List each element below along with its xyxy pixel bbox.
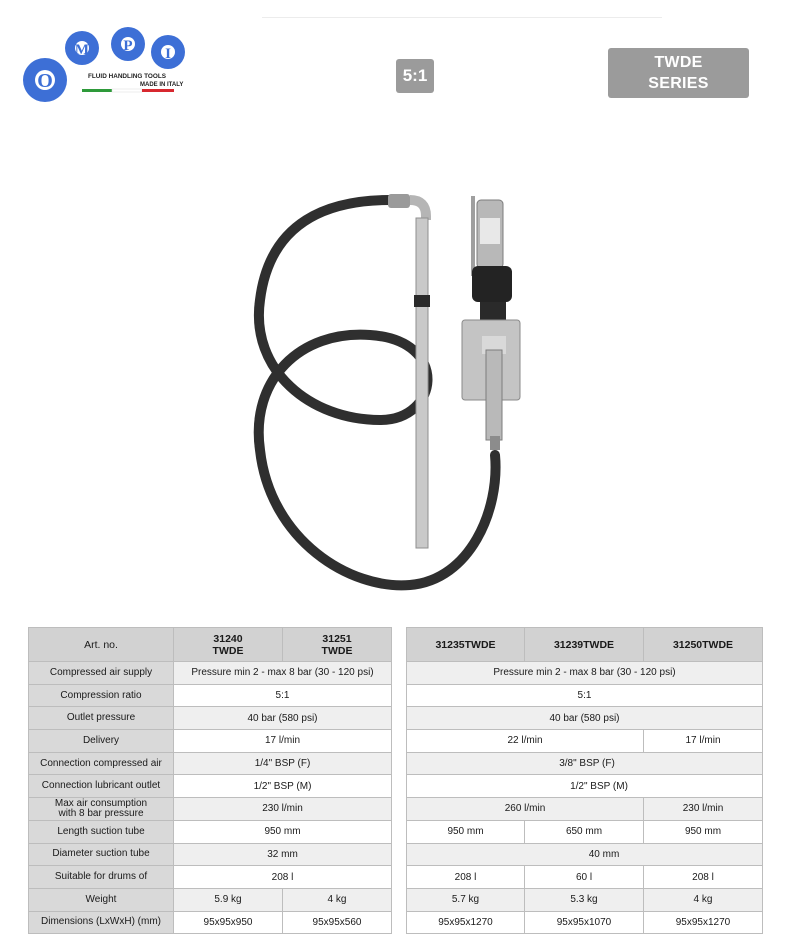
row-label: Diameter suction tube (29, 843, 174, 866)
row-value: 950 mm (644, 820, 763, 843)
table-row (29, 843, 392, 866)
table-row (407, 911, 763, 934)
row-value: 60 l (525, 866, 644, 889)
row-value: 40 bar (580 psi) (174, 707, 392, 730)
row-value: 40 bar (580 psi) (407, 707, 763, 730)
table-row (407, 843, 763, 866)
table-row (29, 798, 392, 821)
row-value: 5.7 kg (407, 888, 525, 911)
spec-table-right (406, 627, 763, 934)
logo-tagline-2: MADE IN ITALY (140, 82, 184, 88)
row-value: 95x95x1270 (644, 911, 763, 934)
table-row (29, 662, 392, 685)
logo-letter-p: P (123, 38, 133, 54)
article-header: 31251 TWDE (283, 628, 392, 662)
row-value: 5.9 kg (174, 888, 283, 911)
row-value: 950 mm (407, 820, 525, 843)
article-header: 31240 TWDE (174, 628, 283, 662)
table-row (29, 911, 392, 934)
row-value: 95x95x1270 (407, 911, 525, 934)
row-value: 5:1 (407, 684, 763, 707)
spec-table-left (28, 627, 392, 934)
row-value: 1/2" BSP (M) (407, 775, 763, 798)
logo-letter-m: M (74, 42, 90, 58)
series-name: TWDE (654, 54, 703, 71)
row-value: 17 l/min (174, 730, 392, 753)
header-divider (262, 17, 662, 18)
table-row (407, 730, 763, 753)
row-value: 40 mm (407, 843, 763, 866)
row-label: Connection lubricant outlet (29, 775, 174, 798)
row-label: Connection compressed air (29, 752, 174, 775)
row-value: 32 mm (174, 843, 392, 866)
row-value: 4 kg (283, 888, 392, 911)
ratio-badge: 5:1 (396, 59, 434, 93)
row-value: 208 l (407, 866, 525, 889)
series-label: SERIES (648, 75, 709, 92)
ompi-logo (20, 24, 190, 106)
row-value: 4 kg (644, 888, 763, 911)
row-value: 5:1 (174, 684, 392, 707)
art-no-header: Art. no. (29, 628, 174, 662)
row-value: 3/8" BSP (F) (407, 752, 763, 775)
article-header: 31235TWDE (407, 628, 525, 662)
row-label: Compression ratio (29, 684, 174, 707)
row-label: Suitable for drums of (29, 866, 174, 889)
row-value: 95x95x1070 (525, 911, 644, 934)
row-value: 950 mm (174, 820, 392, 843)
row-value: 95x95x950 (174, 911, 283, 934)
oil-pump-with-hose-icon (240, 180, 550, 600)
table-row (407, 775, 763, 798)
row-value: 17 l/min (644, 730, 763, 753)
row-label: Max air consumption with 8 bar pressure (29, 798, 174, 821)
table-row (407, 707, 763, 730)
logo-tagline-1: FLUID HANDLING TOOLS (88, 73, 166, 80)
table-row (407, 888, 763, 911)
article-header: 31239TWDE (525, 628, 644, 662)
logo-letter-i: I (165, 46, 171, 62)
table-header-row (29, 628, 392, 662)
row-value: 650 mm (525, 820, 644, 843)
table-row (29, 866, 392, 889)
table-row (29, 775, 392, 798)
row-value: 95x95x560 (283, 911, 392, 934)
row-value: 22 l/min (407, 730, 644, 753)
row-label: Delivery (29, 730, 174, 753)
row-label: Length suction tube (29, 820, 174, 843)
row-label: Compressed air supply (29, 662, 174, 685)
table-row (29, 684, 392, 707)
row-value: 230 l/min (174, 798, 392, 821)
table-row (407, 866, 763, 889)
table-row (407, 820, 763, 843)
logo-letter-o: O (37, 70, 53, 92)
row-value: 5.3 kg (525, 888, 644, 911)
table-row (407, 798, 763, 821)
row-label: Dimensions (LxWxH) (mm) (29, 911, 174, 934)
row-label: Outlet pressure (29, 707, 174, 730)
row-value: Pressure min 2 - max 8 bar (30 - 120 psi) (174, 662, 392, 685)
series-badge (608, 48, 749, 98)
row-value: 230 l/min (644, 798, 763, 821)
table-header-row (407, 628, 763, 662)
row-label: Weight (29, 888, 174, 911)
row-value: 208 l (644, 866, 763, 889)
table-row (29, 752, 392, 775)
row-value: 1/4" BSP (F) (174, 752, 392, 775)
table-row (407, 752, 763, 775)
article-header: 31250TWDE (644, 628, 763, 662)
table-row (29, 888, 392, 911)
row-value: 1/2" BSP (M) (174, 775, 392, 798)
table-row (407, 684, 763, 707)
table-row (29, 707, 392, 730)
row-value: 208 l (174, 866, 392, 889)
table-row (29, 730, 392, 753)
row-value: Pressure min 2 - max 8 bar (30 - 120 psi) (407, 662, 763, 685)
row-value: 260 l/min (407, 798, 644, 821)
table-row (407, 662, 763, 685)
table-row (29, 820, 392, 843)
